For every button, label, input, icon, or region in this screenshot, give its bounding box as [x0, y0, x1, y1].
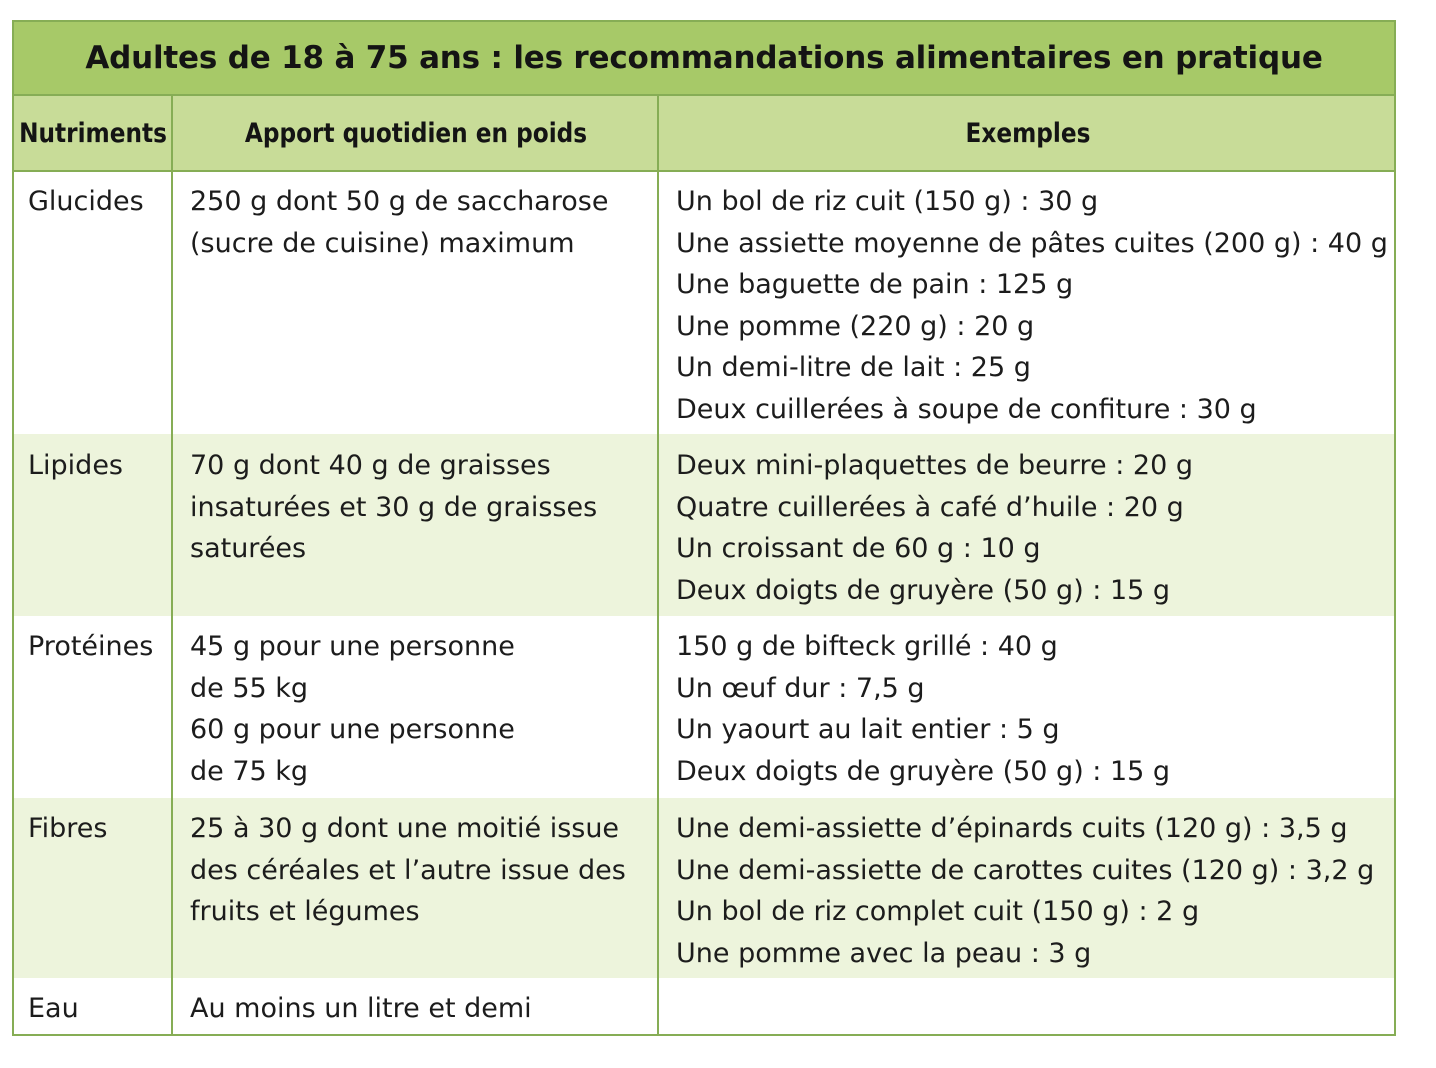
apport-line: fruits et légumes	[190, 896, 420, 927]
exemple-line: Une assiette moyenne de pâtes cuites (200 g) : 40 g	[676, 227, 1388, 259]
nutriment-label: Eau	[28, 993, 79, 1024]
exemples-cell	[676, 181, 1396, 430]
header-exemples: Exemples	[965, 117, 1091, 149]
exemple-line: 150 g de bifteck grillé : 40 g	[676, 631, 1058, 662]
header-apport: Apport quotidien en poids	[244, 117, 588, 149]
apport-cell	[190, 445, 650, 570]
table-row-glucides	[14, 174, 1394, 434]
exemple-line: Une demi-assiette de carottes cuites (120 g) : 3,2 g	[676, 854, 1375, 886]
exemple-line: Un yaourt au lait entier : 5 g	[676, 714, 1060, 745]
table-row-fibres	[14, 798, 1394, 978]
table-row-eau	[14, 978, 1394, 1036]
exemple-line: Une pomme avec la peau : 3 g	[676, 937, 1092, 969]
exemples-cell	[676, 445, 1396, 611]
nutriment-label: Protéines	[28, 631, 154, 662]
exemple-line: Une baguette de pain : 125 g	[676, 269, 1074, 300]
table-header	[14, 96, 1394, 172]
exemple-line: Un demi-litre de lait : 25 g	[676, 352, 1031, 383]
exemple-line: Une demi-assiette d’épinards cuits (120 g) : 3,5 g	[676, 813, 1348, 844]
apport-line: 250 g dont 50 g de saccharose	[190, 186, 609, 217]
nutrition-table	[12, 20, 1396, 1036]
apport-cell	[190, 181, 650, 264]
apport-line: insaturées et 30 g de graisses	[190, 491, 598, 523]
exemples-cell	[676, 626, 1396, 792]
header-nutriments: Nutriments	[19, 117, 167, 149]
exemple-line: Deux mini-plaquettes de beurre : 20 g	[676, 450, 1193, 481]
exemple-line: Une pomme (220 g) : 20 g	[676, 310, 1035, 342]
exemple-line: Quatre cuillerées à café d’huile : 20 g	[676, 491, 1184, 523]
nutriment-label: Glucides	[28, 186, 144, 217]
apport-line: 45 g pour une personne	[190, 631, 515, 662]
apport-line: de 75 kg	[190, 755, 309, 787]
apport-cell	[190, 626, 650, 792]
apport-line: de 55 kg	[190, 672, 309, 704]
column-divider	[657, 96, 659, 1034]
exemple-line: Un croissant de 60 g : 10 g	[676, 533, 1041, 564]
apport-cell	[190, 988, 650, 1030]
apport-line: 25 à 30 g dont une moitié issue	[190, 813, 620, 844]
apport-cell	[190, 808, 650, 933]
table-title: Adultes de 18 à 75 ans : les recommandations alimentaires en pratique	[14, 22, 1394, 96]
exemples-cell	[676, 808, 1396, 974]
table-row-proteines	[14, 616, 1394, 798]
exemple-line: Un bol de riz cuit (150 g) : 30 g	[676, 186, 1099, 217]
apport-line: Au moins un litre et demi	[190, 993, 532, 1024]
apport-line: (sucre de cuisine) maximum	[190, 227, 575, 259]
apport-line: des céréales et l’autre issue des	[190, 854, 626, 886]
nutriment-label: Fibres	[28, 813, 108, 844]
column-divider	[171, 96, 173, 1034]
exemple-line: Deux doigts de gruyère (50 g) : 15 g	[676, 755, 1171, 787]
apport-line: 60 g pour une personne	[190, 714, 515, 745]
exemple-line: Deux doigts de gruyère (50 g) : 15 g	[676, 574, 1171, 606]
table-row-lipides	[14, 434, 1394, 616]
exemple-line: Un œuf dur : 7,5 g	[676, 672, 925, 704]
nutriment-label: Lipides	[28, 450, 124, 481]
apport-line: saturées	[190, 533, 307, 564]
exemple-line: Un bol de riz complet cuit (150 g) : 2 g	[676, 896, 1200, 927]
exemple-line: Deux cuillerées à soupe de confiture : 30 g	[676, 393, 1257, 425]
apport-line: 70 g dont 40 g de graisses	[190, 450, 551, 481]
